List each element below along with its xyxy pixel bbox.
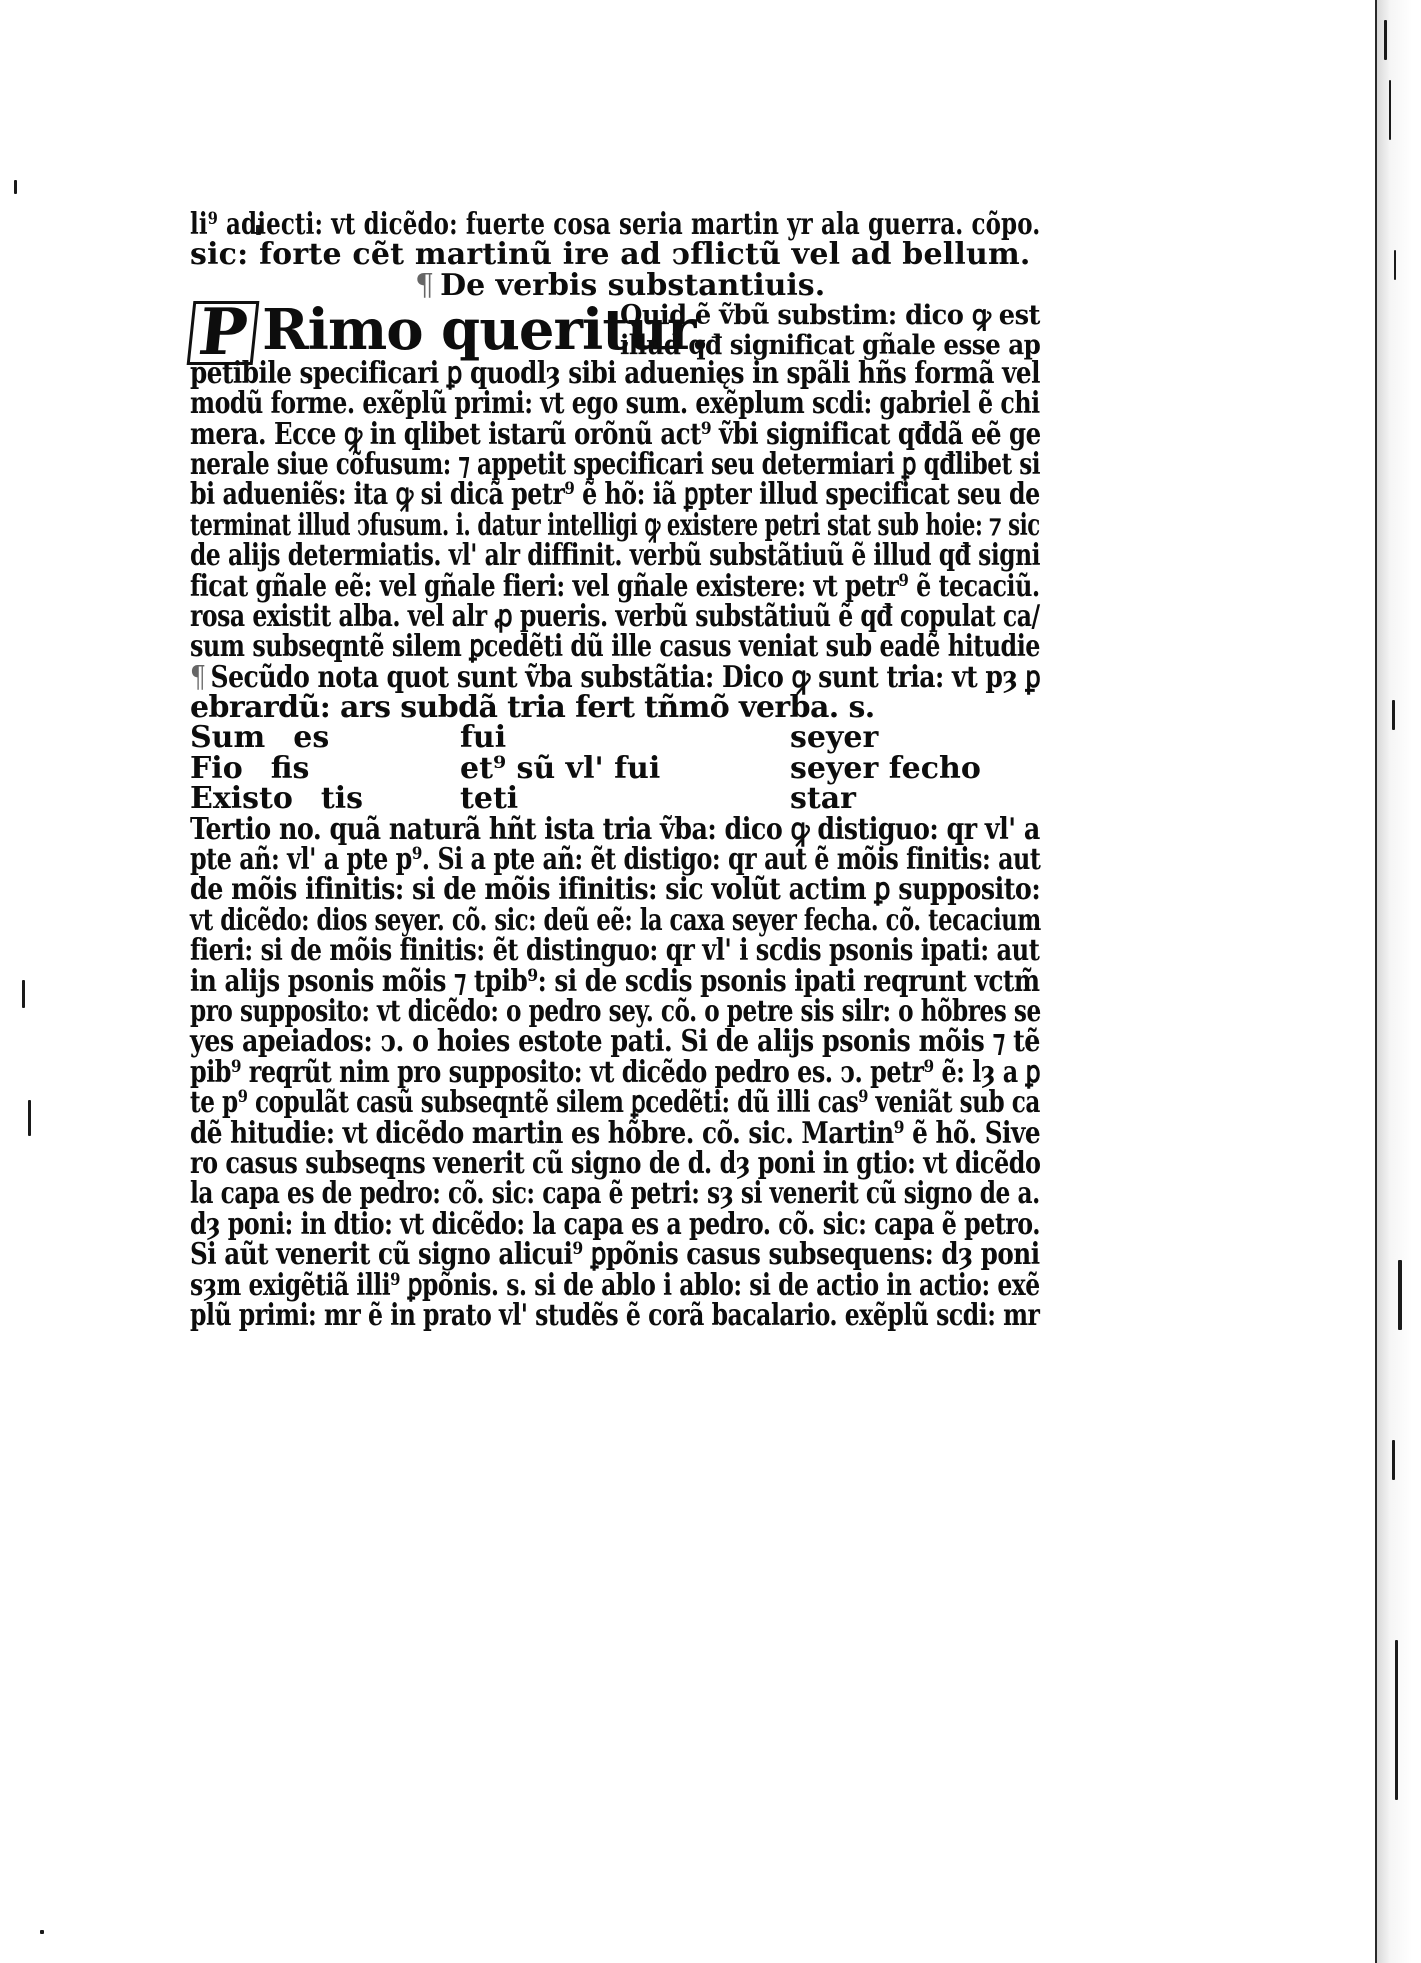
conjugation-cell <box>190 720 460 756</box>
verb-form: Fio <box>190 750 243 786</box>
text-line-content: Secũdo nota quot sunt ṽba substãtia: Dico ꝙ sunt tria: vt pȝ ꝑ <box>210 659 1041 695</box>
paragraph-mark-icon: ¶ <box>190 659 206 695</box>
paragraph-mark-icon: ¶ <box>415 267 435 303</box>
text-line: Tertio no. quã naturã hñt ista tria ṽba: dico ꝙ distiguo: qr vl' a <box>190 811 1040 847</box>
text-line: ro casus subseqns venerit cũ signo de d. dȝ poni in gtio: vt dicẽdo <box>190 1145 1041 1181</box>
text-line: dȝ poni: in dtio: vt dicẽdo: la capa es a pedro. cõ. sic: capa ẽ petro. <box>190 1206 1041 1242</box>
text-line: mera. Ecce ꝙ in qlibet istarũ orõnũ act⁹ ṽbi significat qđdã eẽ ge <box>190 416 1041 452</box>
paragraph-3 <box>190 811 1041 1333</box>
verb-form: seyer fecho <box>790 750 981 786</box>
text-line: vt dicẽdo: dios seyer. cõ. sic: deũ eẽ: la caxa seyer fecha. cõ. tecacium <box>190 902 1041 938</box>
text-line: sum subseqntẽ silem ꝑcedẽti dũ ille casus veniat sub eadẽ hitudie <box>190 629 1040 665</box>
text-line <box>190 659 1041 695</box>
text-line: pib⁹ reqrũt nim pro supposito: vt dicẽdo pedro es. ↄ. petr⁹ ẽ: lȝ a ꝑ <box>190 1054 1041 1090</box>
text-line: li⁹ adiecti: vt dicẽdo: fuerte cosa seria martin yr ala guerra. cõpo. <box>190 207 1041 242</box>
text-line: bi adueniẽs: ita ꝙ si dicã petr⁹ ẽ hõ: iã ꝑpter illud specificat seu de <box>190 477 1040 513</box>
verb-form: Sum <box>190 720 266 756</box>
verb-form: fui <box>460 720 507 756</box>
verb-form: es <box>293 720 330 756</box>
opening-side-text <box>620 301 1040 362</box>
text-line: te p⁹ copulãt casũ subseqntẽ silem ꝑcedẽti: dũ illi cas⁹ veniãt sub ca <box>190 1085 1040 1121</box>
section-heading-text: De verbis substantiuis. <box>440 267 826 303</box>
paragraph-1 <box>190 355 1041 665</box>
verb-form: tis <box>320 781 364 817</box>
opening-line <box>190 294 1041 370</box>
text-line: modũ forme. exẽplũ primi: vt ego sum. exẽplum scdi: gabriel ẽ chi <box>190 386 1040 422</box>
conjugation-cell <box>190 750 460 786</box>
verb-form: teti <box>460 781 519 817</box>
verb-form: star <box>790 781 856 817</box>
text-line: de alijs determiatis. vl' alr diffinit. verbũ substãtiuũ ẽ illud qđ signi <box>190 538 1041 574</box>
text-line: fieri: si de mõis finitis: ẽt distinguo: qr vl' i scdis psonis ipati: aut <box>190 933 1040 969</box>
decorated-initial: P <box>187 301 260 365</box>
text-line: pro supposito: vt dicẽdo: o pedro sey. cõ. o petre sis silr: o hõbres se <box>190 993 1041 1029</box>
text-line: sȝm exigẽtiã illi⁹ ꝑpõnis. s. si de ablo i ablo: si de actio in actio: exẽ <box>190 1267 1040 1303</box>
verb-form: Existo <box>190 781 293 817</box>
text-line: ebrardũ: ars subdã tria fert tñmõ verba. s. <box>190 690 875 726</box>
text-line: rosa existit alba. vel alr ꝓ pueris. verbũ substãtiuũ ẽ qđ copulat ca/ <box>190 598 1040 634</box>
text-line: plũ primi: mr ẽ in prato vl' studẽs ẽ corã bacalario. exẽplũ scdi: mr <box>190 1297 1040 1333</box>
text-line: Quid ẽ ṽbũ substim: dico ꝙ est <box>620 299 1040 331</box>
text-line: ficat gñale eẽ: vel gñale fieri: vel gñale existere: vt petr⁹ ẽ tecaciũ. <box>190 568 1040 604</box>
verb-form: et⁹ sũ vl' fui <box>460 750 661 786</box>
text-line: pte añ: vl' a pte p⁹. Si a pte añ: ẽt distigo: qr aut ẽ mõis finitis: aut <box>190 842 1041 878</box>
text-line: illud qđ significat gñale esse ap <box>620 330 1041 362</box>
verb-form: fis <box>270 750 310 786</box>
text-line: dẽ hitudie: vt dicẽdo martin es hõbre. cõ. sic. Martin⁹ ẽ hõ. Sive <box>190 1115 1041 1151</box>
text-line: Si aũt venerit cũ signo alicui⁹ ꝑpõnis casus subsequens: dȝ poni <box>190 1237 1040 1273</box>
text-line: yes apeiados: ↄ. o hoies estote pati. Si de alijs psonis mõis ⁊ tẽ <box>190 1024 1040 1060</box>
paragraph-2 <box>190 659 1041 726</box>
text-line: petibile specificari ꝑ quodlȝ sibi aduenięs in spãli hñs formã vel <box>190 355 1041 391</box>
text-line: la capa es de pedro: cõ. sic: capa ẽ petri: sȝ si venerit cũ signo de a. <box>190 1176 1040 1212</box>
opening-words: Rimo queritur. <box>262 296 709 363</box>
text-line: sic: forte cẽt martinũ ire ad ↄflictũ vel ad bellum. <box>190 237 1031 273</box>
text-line: de mõis ifinitis: si de mõis ifinitis: sic volũt actim ꝑ supposito: <box>190 872 1041 908</box>
printed-text-block <box>190 207 1041 1333</box>
conjugation-cell <box>190 781 460 817</box>
text-line: terminat illud ↄfusum. i. datur intelligi ꝙ existere petri stat sub hoie: ⁊ sic <box>190 507 1040 543</box>
text-line: in alijs psonis mõis ⁊ tpib⁹: si de scdis psonis ipati reqrunt vctm̃ <box>190 963 1040 999</box>
verb-form: seyer <box>790 720 879 756</box>
text-line: nerale siue cõfusum: ⁊ appetit specificari seu determiari ꝑ qđlibet si <box>190 446 1041 482</box>
conjugation-table <box>190 720 1040 817</box>
page-edge-shadow <box>1377 0 1421 1963</box>
